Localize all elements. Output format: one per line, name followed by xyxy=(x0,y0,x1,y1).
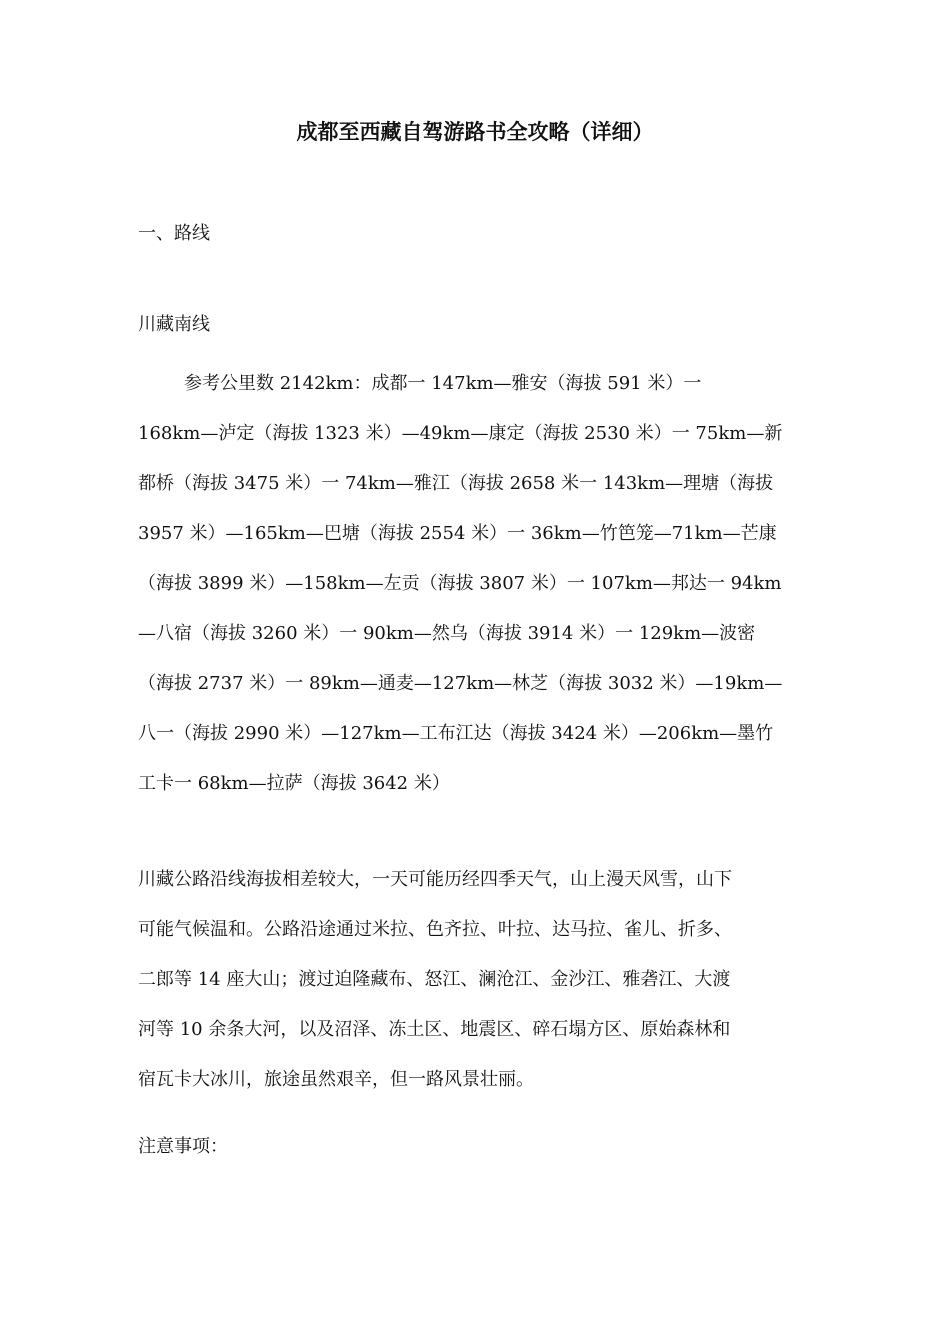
route-line: 参考公里数 2142km：成都一 147km—雅安（海拔 591 米）一 xyxy=(184,373,702,394)
subheading-sichuan-tibet-south: 川藏南线 xyxy=(138,314,210,335)
route-line: 都桥（海拔 3475 米）一 74km—雅江（海拔 2658 米一 143km—理塘（海拔 xyxy=(138,473,774,494)
route-line: 八一（海拔 2990 米）—127km—工布江达（海拔 3424 米）—206km—墨竹 xyxy=(138,723,774,744)
route-line: 3957 米）—165km—巴塘（海拔 2554 米）一 36km—竹笆笼—71km—芒康 xyxy=(138,523,777,544)
description-line: 可能气候温和。公路沿途通过米拉、色齐拉、叶拉、达马拉、雀儿、折多、 xyxy=(138,919,732,940)
description-line: 二郎等 14 座大山；渡过迫隆藏布、怒江、澜沧江、金沙江、雅砻江、大渡 xyxy=(138,969,731,990)
document-title: 成都至西藏自驾游路书全攻略（详细） xyxy=(296,120,654,144)
route-line: （海拔 2737 米）一 89km—通麦—127km—林芝（海拔 3032 米）—19km— xyxy=(138,673,783,694)
description-line: 河等 10 余条大河，以及沼泽、冻土区、地震区、碎石塌方区、原始森林和 xyxy=(138,1019,731,1040)
description-line: 川藏公路沿线海拔相差较大，一天可能历经四季天气，山上漫天风雪，山下 xyxy=(138,869,732,890)
route-line: 168km—泸定（海拔 1323 米）—49km—康定（海拔 2530 米）一 75km—新 xyxy=(138,423,783,444)
description-paragraph xyxy=(138,855,810,1105)
route-line: 工卡一 68km—拉萨（海拔 3642 米） xyxy=(138,773,450,794)
route-line: （海拔 3899 米）—158km—左贡（海拔 3807 米）一 107km—邦达一 94km xyxy=(138,573,782,594)
description-line: 宿瓦卡大冰川，旅途虽然艰辛，但一路风景壮丽。 xyxy=(138,1069,534,1090)
route-line: —八宿（海拔 3260 米）一 90km—然乌（海拔 3914 米）一 129km—波密 xyxy=(138,623,756,644)
notes-heading: 注意事项： xyxy=(138,1136,228,1157)
route-paragraph xyxy=(138,359,810,809)
section-heading-route: 一、路线 xyxy=(138,223,210,244)
